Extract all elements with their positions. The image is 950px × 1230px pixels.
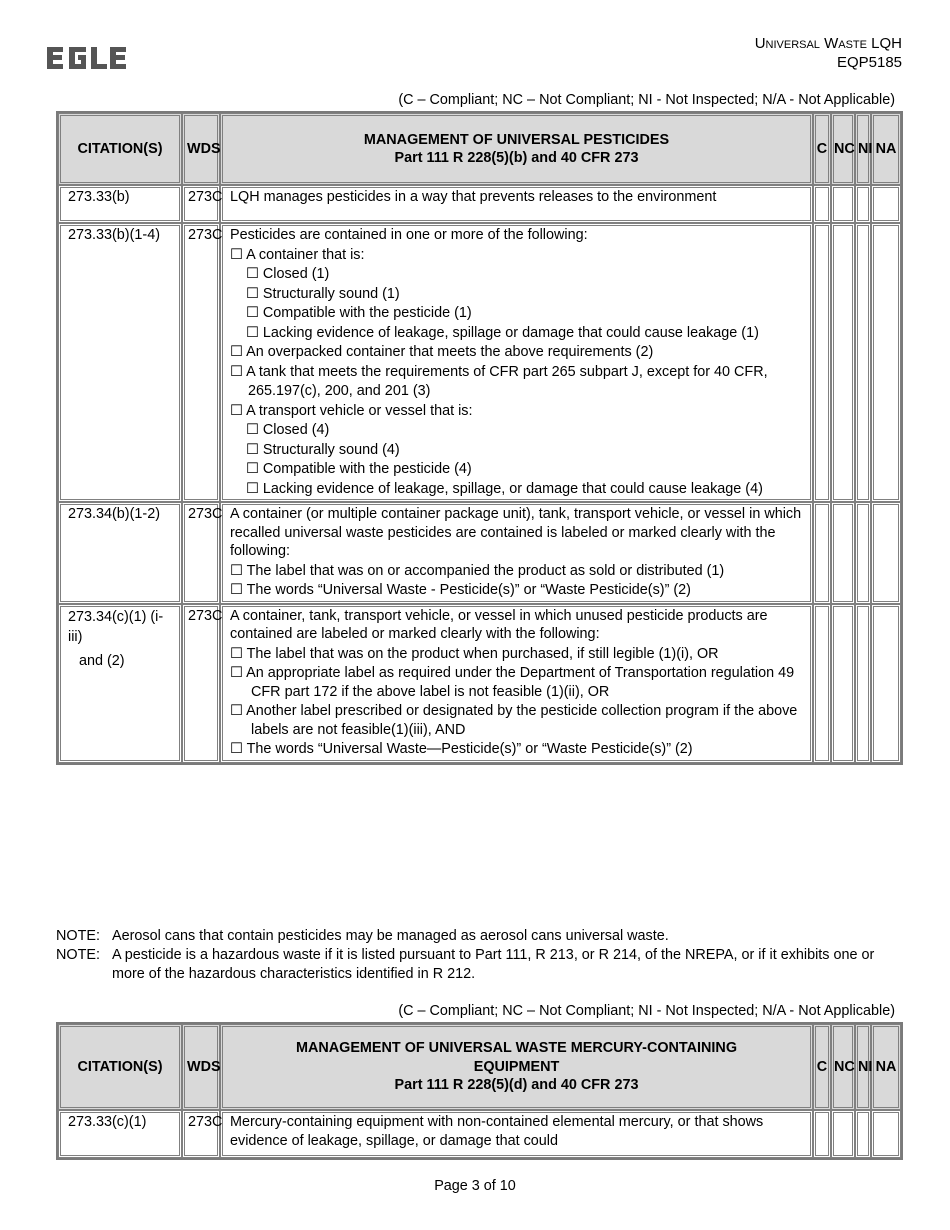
requirement-cell: LQH manages pesticides in a way that prevents releases to the environment (220, 185, 813, 223)
checkbox-item[interactable]: ☐ Structurally sound (1) (246, 285, 400, 302)
wds-header: WDS (182, 1024, 220, 1110)
ni-checkbox-cell[interactable] (855, 185, 871, 223)
na-checkbox-cell[interactable] (871, 502, 901, 604)
c-checkbox-cell[interactable] (813, 604, 831, 763)
form-header (755, 34, 902, 72)
section-title-header: MANAGEMENT OF UNIVERSAL WASTE MERCURY-CONTAINING EQUIPMENT Part 111 R 228(5)(d) and 40 CFR 273 (220, 1024, 813, 1110)
ni-header: NI (855, 113, 871, 185)
compliance-legend: (C – Compliant; NC – Not Compliant; NI - Not Inspected; N/A - Not Applicable) (398, 92, 895, 108)
wds-cell: 273C (182, 502, 220, 604)
checkbox-item[interactable]: ☐ Another label prescribed or designated by the pesticide collection program if the above labels are not feasible(1)(iii), AND (230, 703, 798, 738)
citation-header: CITATION(S) (58, 1024, 182, 1110)
wds-cell: 273C (182, 185, 220, 223)
wds-cell: 273C (182, 1110, 220, 1158)
ni-checkbox-cell[interactable] (855, 502, 871, 604)
table-row (58, 223, 901, 502)
checkbox-item[interactable]: ☐ Structurally sound (4) (246, 441, 400, 458)
wds-cell: 273C (182, 223, 220, 502)
c-header: C (813, 113, 831, 185)
section-title-header: MANAGEMENT OF UNIVERSAL PESTICIDES Part 111 R 228(5)(b) and 40 CFR 273 (220, 113, 813, 185)
list-item: Pesticides are contained in one or more of the following: (230, 227, 588, 243)
checkbox-item[interactable]: ☐ Closed (4) (246, 422, 330, 438)
na-header: NA (871, 1024, 901, 1110)
checkbox-item[interactable]: ☐ Lacking evidence of leakage, spillage or damage that could cause leakage (1) (246, 324, 759, 341)
c-header: C (813, 1024, 831, 1110)
na-checkbox-cell[interactable] (871, 185, 901, 223)
page-number: Page 3 of 10 (434, 1178, 516, 1194)
checkbox-item[interactable]: ☐ Closed (1) (246, 266, 330, 282)
ni-checkbox-cell[interactable] (855, 223, 871, 502)
na-checkbox-cell[interactable] (871, 604, 901, 763)
citation-cell: 273.33(c)(1) (58, 1110, 182, 1158)
c-checkbox-cell[interactable] (813, 502, 831, 604)
citation-cell: 273.34(c)(1) (i-iii) and (2) (58, 604, 182, 763)
requirement-cell: A container, tank, transport vehicle, or vessel in which unused pesticide products are contained are labeled or marked clearly with the following: ☐ The label that was on the product when purchased, if still legible (1)(i), OR ☐ An appropriate label as required under the Department of Transportation regulation 49 CFR part 172 if the above label is not feasible (1)(ii), OR ☐ Another label prescribed or designated by the pesticide collection program if the above labels are not feasible(1)(iii), AND ☐ The words “Universal Waste—Pesticide(s)” or “Waste Pesticide(s)” (2) (220, 604, 813, 763)
na-checkbox-cell[interactable] (871, 1110, 901, 1158)
table-row (58, 604, 901, 763)
pesticides-table (56, 111, 903, 765)
mercury-equipment-table (56, 1022, 903, 1160)
checkbox-item[interactable]: ☐ A transport vehicle or vessel that is: (230, 402, 473, 419)
nc-checkbox-cell[interactable] (831, 1110, 855, 1158)
c-checkbox-cell[interactable] (813, 185, 831, 223)
table-row (58, 185, 901, 223)
checkbox-item[interactable]: ☐ A tank that meets the requirements of CFR part 265 subpart J, except for 40 CFR, 265.197(c), 200, and 201 (3) (230, 363, 768, 399)
note-item: NOTE: Aerosol cans that contain pesticides may be managed as aerosol cans universal waste. (56, 928, 669, 944)
c-checkbox-cell[interactable] (813, 1110, 831, 1158)
note-item: NOTE: A pesticide is a hazardous waste if it is listed pursuant to Part 111, R 213, or R 214, of the NREPA, or if it exhibits one or more of the hazardous characteristics identified in R 212. (56, 947, 875, 982)
checkbox-item[interactable]: ☐ Lacking evidence of leakage, spillage, or damage that could cause leakage (4) (246, 480, 763, 497)
nc-checkbox-cell[interactable] (831, 223, 855, 502)
nc-header: NC (831, 1024, 855, 1110)
table-row (58, 1110, 901, 1158)
checkbox-item[interactable]: ☐ An appropriate label as required under the Department of Transportation regulation 49 CFR part 172 if the above label is not feasible (1)(ii), OR (230, 665, 795, 700)
citation-cell: 273.33(b)(1-4) (58, 223, 182, 502)
nc-checkbox-cell[interactable] (831, 185, 855, 223)
table-header-row (58, 1024, 901, 1110)
ni-checkbox-cell[interactable] (855, 1110, 871, 1158)
wds-header: WDS (182, 113, 220, 185)
form-title: Universal Waste LQH (754, 35, 902, 52)
c-checkbox-cell[interactable] (813, 223, 831, 502)
form-number: EQP5185 (836, 54, 902, 71)
citation-cell: 273.34(b)(1-2) (58, 502, 182, 604)
citation-cell: 273.33(b) (58, 185, 182, 223)
checkbox-item[interactable]: ☐ A container that is: (230, 246, 365, 263)
na-checkbox-cell[interactable] (871, 223, 901, 502)
checkbox-item[interactable]: ☐ The label that was on the product when purchased, if still legible (1)(i), OR (230, 645, 719, 662)
ni-checkbox-cell[interactable] (855, 604, 871, 763)
na-header: NA (871, 113, 901, 185)
requirement-cell (220, 223, 813, 502)
table-row (58, 502, 901, 604)
citation-header: CITATION(S) (58, 113, 182, 185)
requirement-cell: A container (or multiple container package unit), tank, transport vehicle, or vessel in which recalled universal waste pesticides are contained is labeled or marked clearly with the following: ☐ The label that was on or accompanied the product as sold or distributed (1) ☐ The words “Universal Waste - Pesticide(s)” or “Waste Pesticide(s)” (2) (220, 502, 813, 604)
nc-checkbox-cell[interactable] (831, 502, 855, 604)
notes-section (56, 927, 906, 984)
compliance-legend: (C – Compliant; NC – Not Compliant; NI - Not Inspected; N/A - Not Applicable) (398, 1003, 895, 1019)
checkbox-item[interactable]: ☐ Compatible with the pesticide (4) (246, 461, 472, 477)
egle-logo (47, 46, 127, 70)
checkbox-item[interactable]: ☐ The words “Universal Waste - Pesticide(s)” or “Waste Pesticide(s)” (2) (230, 582, 691, 598)
nc-header: NC (831, 113, 855, 185)
checkbox-item[interactable]: ☐ The label that was on or accompanied the product as sold or distributed (1) (230, 562, 725, 579)
nc-checkbox-cell[interactable] (831, 604, 855, 763)
checkbox-item[interactable]: ☐ The words “Universal Waste—Pesticide(s)” or “Waste Pesticide(s)” (2) (230, 741, 693, 757)
ni-header: NI (855, 1024, 871, 1110)
checkbox-item[interactable]: ☐ Compatible with the pesticide (1) (246, 305, 472, 321)
requirement-cell: Mercury-containing equipment with non-contained elemental mercury, or that shows evidence of leakage, spillage, or damage that could (220, 1110, 813, 1158)
table-header-row (58, 113, 901, 185)
wds-cell: 273C (182, 604, 220, 763)
checkbox-item[interactable]: ☐ An overpacked container that meets the above requirements (2) (230, 344, 654, 360)
